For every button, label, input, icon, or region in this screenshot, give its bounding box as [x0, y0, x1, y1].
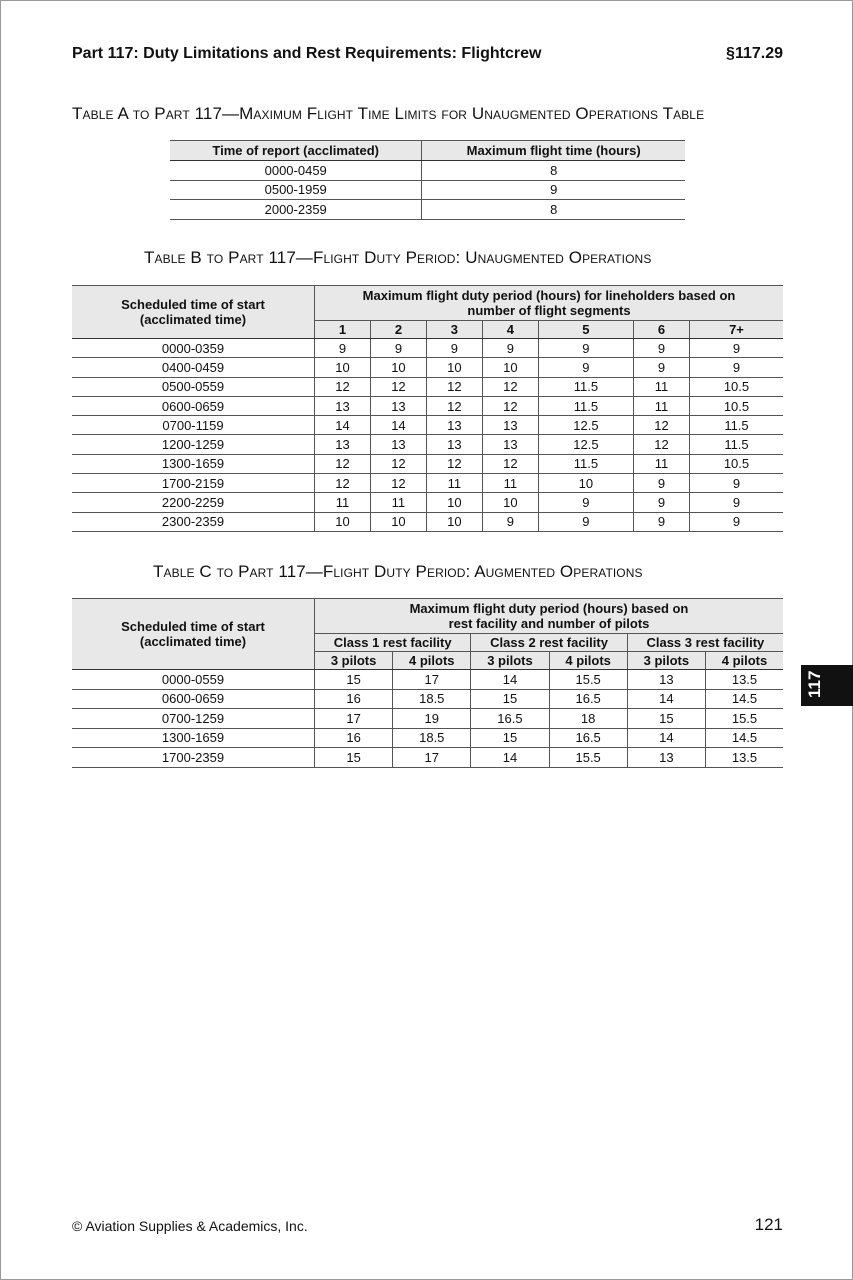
table-cell: 15: [315, 748, 393, 768]
table-cell: 18: [549, 709, 627, 729]
table-cell: 10: [426, 358, 482, 377]
section-tab-marker: [801, 665, 853, 706]
lead-column-header: [72, 286, 315, 339]
table-cell: 14: [627, 689, 705, 709]
table-cell: 11.5: [689, 435, 783, 454]
column-header: Time of report (acclimated): [170, 141, 422, 161]
page-number: 121: [754, 1215, 783, 1234]
table-cell: 13: [315, 396, 371, 415]
table-row: [72, 728, 783, 748]
table-cell: 10: [426, 493, 482, 512]
pilots-header: 3 pilots: [471, 652, 549, 670]
lead-header-line: (acclimated time): [139, 312, 247, 327]
table-cell: 15: [471, 689, 549, 709]
table-cell: 11: [634, 396, 690, 415]
table-cell: 0000-0459: [170, 161, 422, 181]
table-cell: 0500-1959: [170, 180, 422, 200]
table-cell: 12: [315, 454, 371, 473]
table-header-row: [72, 599, 783, 634]
segment-header: 2: [370, 321, 426, 339]
table-cell: 11: [315, 493, 371, 512]
table-cell: 13: [482, 416, 538, 435]
group-header: [315, 599, 784, 634]
table-row: [72, 358, 783, 377]
table-cell: 9: [482, 339, 538, 358]
pilots-header: 4 pilots: [393, 652, 471, 670]
group-header-line: number of flight segments: [467, 303, 631, 318]
table-row: [72, 670, 783, 690]
table-cell: 13: [627, 748, 705, 768]
table-cell: 10: [482, 493, 538, 512]
time-range-cell: 1300-1659: [72, 728, 315, 748]
table-cell: 8: [422, 161, 685, 181]
table-cell: 14: [471, 670, 549, 690]
table-cell: 12: [370, 474, 426, 493]
table-row: [72, 454, 783, 473]
table-cell: 9: [426, 339, 482, 358]
table-cell: 9: [538, 493, 633, 512]
group-header-line: Maximum flight duty period (hours) for lineholders based on: [362, 288, 736, 303]
pilots-header: 4 pilots: [549, 652, 627, 670]
table-cell: 12: [634, 435, 690, 454]
table-cell: 9: [315, 339, 371, 358]
table-cell: 12: [315, 377, 371, 396]
lead-header-line: Scheduled time of start: [121, 297, 265, 312]
table-header-row: [72, 286, 783, 321]
table-cell: 9: [634, 339, 690, 358]
table-c: [72, 598, 783, 768]
class-header: Class 3 rest facility: [627, 634, 783, 652]
table-cell: 12: [482, 396, 538, 415]
table-cell: 14: [315, 416, 371, 435]
table-c-title: Table C to Part 117—Flight Duty Period: Augmented Operations: [153, 562, 643, 581]
table-cell: 14: [370, 416, 426, 435]
table-row: [72, 377, 783, 396]
table-cell: 16.5: [549, 728, 627, 748]
segment-header: 5: [538, 321, 633, 339]
table-cell: 10: [538, 474, 633, 493]
table-cell: 9: [689, 493, 783, 512]
running-header-title: Part 117: Duty Limitations and Rest Requirements: Flightcrew: [72, 45, 542, 62]
table-cell: 10: [370, 358, 426, 377]
table-a-title: Table A to Part 117—Maximum Flight Time Limits for Unaugmented Operations Table: [72, 104, 705, 123]
table-cell: 9: [422, 180, 685, 200]
table-cell: 13: [482, 435, 538, 454]
section-tab-label: 117: [805, 670, 824, 698]
lead-column-header: [72, 599, 315, 670]
table-cell: 11.5: [538, 396, 633, 415]
group-header-line: Maximum flight duty period (hours) based on: [409, 601, 689, 616]
time-range-cell: 1700-2359: [72, 748, 315, 768]
table-cell: 12: [370, 377, 426, 396]
table-row: [170, 180, 685, 200]
table-cell: 13: [370, 396, 426, 415]
table-header-row: [170, 141, 685, 161]
table-cell: 18.5: [393, 728, 471, 748]
table-cell: 9: [538, 512, 633, 531]
table-cell: 17: [315, 709, 393, 729]
table-cell: 11.5: [538, 454, 633, 473]
pilots-header: 4 pilots: [706, 652, 784, 670]
table-cell: 11.5: [689, 416, 783, 435]
table-row: [72, 512, 783, 531]
time-range-cell: 0700-1259: [72, 709, 315, 729]
table-cell: 10.5: [689, 454, 783, 473]
time-range-cell: 2300-2359: [72, 512, 315, 531]
table-cell: 9: [538, 339, 633, 358]
table-cell: 14: [627, 728, 705, 748]
table-cell: 17: [393, 670, 471, 690]
table-cell: 10: [482, 358, 538, 377]
table-cell: 12: [370, 454, 426, 473]
column-header: Maximum flight time (hours): [422, 141, 685, 161]
table-cell: 2000-2359: [170, 200, 422, 220]
table-cell: 9: [482, 512, 538, 531]
table-row: [170, 200, 685, 220]
table-cell: 10: [426, 512, 482, 531]
table-row: [72, 416, 783, 435]
table-cell: 13: [315, 435, 371, 454]
table-cell: 9: [689, 474, 783, 493]
time-range-cell: 2200-2259: [72, 493, 315, 512]
table-b-title: Table B to Part 117—Flight Duty Period: Unaugmented Operations: [144, 248, 652, 267]
table-cell: 9: [689, 339, 783, 358]
table-cell: 18.5: [393, 689, 471, 709]
table-cell: 11: [634, 377, 690, 396]
pilots-header: 3 pilots: [627, 652, 705, 670]
table-cell: 14.5: [706, 689, 784, 709]
table-cell: 11: [482, 474, 538, 493]
time-range-cell: 0700-1159: [72, 416, 315, 435]
table-cell: 12: [426, 396, 482, 415]
table-cell: 15: [627, 709, 705, 729]
segment-header: 6: [634, 321, 690, 339]
table-cell: 12: [482, 454, 538, 473]
segment-header: 4: [482, 321, 538, 339]
table-cell: 17: [393, 748, 471, 768]
table-cell: 11: [426, 474, 482, 493]
table-row: [72, 493, 783, 512]
table-row: [72, 689, 783, 709]
table-cell: 16: [315, 689, 393, 709]
section-number: §117.29: [726, 45, 783, 62]
time-range-cell: 0000-0359: [72, 339, 315, 358]
table-cell: 10.5: [689, 377, 783, 396]
table-cell: 16: [315, 728, 393, 748]
segment-header: 3: [426, 321, 482, 339]
table-cell: 13.5: [706, 748, 784, 768]
table-c-body: [72, 670, 783, 768]
time-range-cell: 0400-0459: [72, 358, 315, 377]
table-cell: 13: [426, 416, 482, 435]
group-header: [315, 286, 784, 321]
table-cell: 10: [370, 512, 426, 531]
table-cell: 9: [634, 493, 690, 512]
table-cell: 9: [689, 512, 783, 531]
time-range-cell: 0500-0559: [72, 377, 315, 396]
table-cell: 11: [370, 493, 426, 512]
table-cell: 19: [393, 709, 471, 729]
running-header: [72, 45, 783, 63]
table-cell: 11.5: [538, 377, 633, 396]
lead-header-line: (acclimated time): [139, 634, 247, 649]
table-row: [72, 709, 783, 729]
group-header-line: rest facility and number of pilots: [448, 616, 650, 631]
table-cell: 12.5: [538, 416, 633, 435]
class-header: Class 2 rest facility: [471, 634, 627, 652]
table-row: [72, 339, 783, 358]
table-cell: 13: [370, 435, 426, 454]
table-cell: 10: [315, 512, 371, 531]
table-cell: 15.5: [706, 709, 784, 729]
table-cell: 9: [689, 358, 783, 377]
table-cell: 12: [634, 416, 690, 435]
table-cell: 9: [634, 512, 690, 531]
table-cell: 11: [634, 454, 690, 473]
table-cell: 9: [634, 358, 690, 377]
table-cell: 8: [422, 200, 685, 220]
table-cell: 16.5: [549, 689, 627, 709]
table-row: [72, 396, 783, 415]
table-cell: 15: [471, 728, 549, 748]
table-cell: 14: [471, 748, 549, 768]
table-cell: 15.5: [549, 748, 627, 768]
time-range-cell: 1700-2159: [72, 474, 315, 493]
segment-header: 7+: [689, 321, 783, 339]
segment-header: 1: [315, 321, 371, 339]
footer-copyright: © Aviation Supplies & Academics, Inc.: [72, 1218, 308, 1234]
time-range-cell: 1200-1259: [72, 435, 315, 454]
class-header: Class 1 rest facility: [315, 634, 471, 652]
table-cell: 12: [426, 377, 482, 396]
table-cell: 12: [426, 454, 482, 473]
table-cell: 10: [315, 358, 371, 377]
table-row: [72, 435, 783, 454]
table-cell: 12: [482, 377, 538, 396]
table-cell: 12: [315, 474, 371, 493]
time-range-cell: 0000-0559: [72, 670, 315, 690]
table-cell: 13: [627, 670, 705, 690]
table-a: [170, 140, 685, 220]
table-cell: 12.5: [538, 435, 633, 454]
time-range-cell: 1300-1659: [72, 454, 315, 473]
table-cell: 9: [634, 474, 690, 493]
table-cell: 15.5: [549, 670, 627, 690]
table-cell: 15: [315, 670, 393, 690]
time-range-cell: 0600-0659: [72, 689, 315, 709]
table-cell: 13.5: [706, 670, 784, 690]
pilots-header: 3 pilots: [315, 652, 393, 670]
table-cell: 14.5: [706, 728, 784, 748]
lead-header-line: Scheduled time of start: [121, 619, 265, 634]
table-b-body: [72, 339, 783, 532]
table-row: [72, 474, 783, 493]
time-range-cell: 0600-0659: [72, 396, 315, 415]
table-cell: 9: [538, 358, 633, 377]
table-b: [72, 285, 783, 532]
table-row: [72, 748, 783, 768]
table-cell: 16.5: [471, 709, 549, 729]
table-row: [170, 161, 685, 181]
table-cell: 13: [426, 435, 482, 454]
table-cell: 9: [370, 339, 426, 358]
table-cell: 10.5: [689, 396, 783, 415]
